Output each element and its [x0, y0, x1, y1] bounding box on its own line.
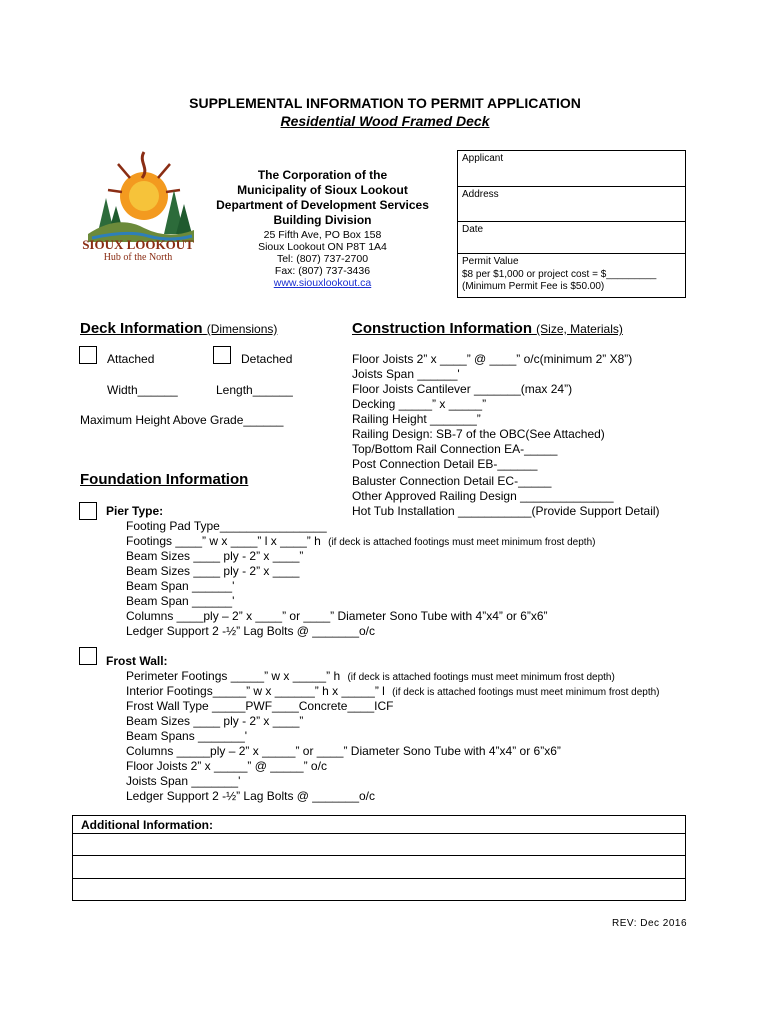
additional-info-row[interactable]	[73, 878, 685, 902]
width-field[interactable]: Width______	[107, 383, 178, 397]
permit-fee-line: $8 per $1,000 or project cost = $_________	[462, 269, 657, 280]
org-address-1: 25 Fifth Ave, PO Box 158	[263, 229, 382, 241]
pier-type-checkbox[interactable]	[79, 502, 97, 520]
permit-min-fee: (Minimum Permit Fee is $50.00)	[462, 281, 605, 292]
pier-line[interactable]	[126, 534, 595, 550]
construction-line[interactable]: Post Connection Detail EB-______	[352, 457, 538, 471]
pier-line[interactable]: Beam Span ______'	[126, 579, 235, 593]
frost-line[interactable]: Joists Span _______'	[126, 774, 241, 788]
page-title: SUPPLEMENTAL INFORMATION TO PERMIT APPLICATION	[189, 95, 581, 111]
construction-line: Railing Design: SB-7 of the OBC(See Attached)	[352, 427, 605, 441]
frost-line[interactable]	[126, 669, 615, 685]
org-website-link[interactable]: www.siouxlookout.ca	[273, 277, 372, 289]
construction-line[interactable]: Joists Span ______'	[352, 367, 460, 381]
attached-checkbox[interactable]	[79, 346, 97, 364]
org-line-4: Building Division	[273, 213, 372, 227]
construction-line[interactable]: Other Approved Railing Design ______________	[352, 489, 614, 503]
org-address-2: Sioux Lookout ON P8T 1A4	[258, 241, 387, 253]
frost-line[interactable]: Floor Joists 2” x _____” @ _____” o/c	[126, 759, 327, 773]
construction-line[interactable]: Hot Tub Installation ___________(Provide Support Detail)	[352, 504, 660, 518]
additional-info-row[interactable]	[73, 855, 685, 879]
construction-line[interactable]: Floor Joists 2” x ____” @ ____” o/c(minimum 2” X8”)	[352, 352, 633, 366]
frost-line[interactable]: Ledger Support 2 -½” Lag Bolts @ _______o/c	[126, 789, 376, 803]
construction-info-heading-text: Construction Information	[352, 320, 532, 337]
max-height-field[interactable]: Maximum Height Above Grade______	[80, 413, 284, 427]
applicant-label: Applicant	[462, 153, 504, 164]
deck-info-heading	[80, 320, 277, 337]
pier-footings-text: Footings ____” w x ____” l x ____” h	[126, 534, 321, 548]
additional-info-row[interactable]	[73, 833, 685, 856]
pier-line[interactable]: Beam Span ______'	[126, 594, 235, 608]
pier-type-label: Pier Type:	[106, 504, 164, 518]
frost-line[interactable]: Columns _____ply – 2” x _____” or ____” Diameter Sono Tube with 4”x4” or 6”x6”	[126, 744, 561, 758]
frost-line[interactable]: Beam Spans _______'	[126, 729, 248, 743]
address-field[interactable]	[457, 186, 686, 222]
address-label: Address	[462, 189, 499, 200]
foundation-info-heading: Foundation Information	[80, 471, 249, 488]
frost-line[interactable]: Frost Wall Type _____PWF____Concrete____ICF	[126, 699, 394, 713]
construction-line[interactable]: Baluster Connection Detail EC-_____	[352, 474, 552, 488]
deck-info-heading-text: Deck Information	[80, 320, 203, 337]
org-website-container	[185, 277, 460, 289]
org-fax: Fax: (807) 737-3436	[274, 265, 371, 277]
frost-wall-checkbox[interactable]	[79, 647, 97, 665]
construction-line[interactable]: Floor Joists Cantilever _______(max 24”)	[352, 382, 573, 396]
date-label: Date	[462, 224, 484, 235]
detached-checkbox[interactable]	[213, 346, 231, 364]
org-tel: Tel: (807) 737-2700	[276, 253, 369, 265]
pier-line[interactable]: Beam Sizes ____ ply - 2” x ____”	[126, 549, 304, 563]
frost-line[interactable]	[126, 684, 660, 700]
org-line-3: Department of Development Services	[216, 198, 429, 212]
pier-line[interactable]: Ledger Support 2 -½” Lag Bolts @ _______o/c	[126, 624, 376, 638]
construction-line[interactable]: Top/Bottom Rail Connection EA-_____	[352, 442, 558, 456]
logo-name: SIOUX LOOKOUT	[82, 237, 194, 252]
page-subtitle: Residential Wood Framed Deck	[280, 113, 490, 129]
deck-info-heading-note: (Dimensions)	[206, 322, 278, 336]
date-field[interactable]	[457, 221, 686, 254]
construction-line[interactable]: Railing Height _______”	[352, 412, 481, 426]
length-field[interactable]: Length______	[216, 383, 293, 397]
additional-info-table	[72, 815, 686, 901]
perimeter-note: (if deck is attached footings must meet minimum frost depth)	[347, 672, 615, 683]
logo-tagline: Hub of the North	[103, 252, 173, 263]
construction-line[interactable]: Decking _____” x _____”	[352, 397, 487, 411]
additional-info-label: Additional Information:	[81, 818, 213, 832]
revision-date: REV: Dec 2016	[612, 918, 688, 929]
pier-footing-note: (if deck is attached footings must meet minimum frost depth)	[328, 537, 596, 548]
detached-label: Detached	[241, 352, 293, 366]
frost-wall-label: Frost Wall:	[106, 654, 168, 668]
frost-line[interactable]: Beam Sizes ____ ply - 2” x ____”	[126, 714, 304, 728]
pier-line[interactable]: Footing Pad Type________________	[126, 519, 327, 533]
municipality-logo	[78, 150, 198, 265]
org-line-1: The Corporation of the	[257, 168, 388, 182]
construction-info-heading-note: (Size, Materials)	[536, 322, 623, 336]
pier-line[interactable]: Columns ____ply – 2” x ____” or ____” Diameter Sono Tube with 4”x4” or 6”x6”	[126, 609, 548, 623]
applicant-field[interactable]	[457, 150, 686, 187]
org-line-2: Municipality of Sioux Lookout	[237, 183, 408, 197]
construction-info-heading	[352, 320, 623, 337]
permit-value-field[interactable]	[457, 253, 686, 298]
attached-label: Attached	[107, 352, 155, 366]
pier-line[interactable]: Beam Sizes ____ ply - 2” x ____	[126, 564, 300, 578]
perimeter-footings-text: Perimeter Footings _____” w x _____” h	[126, 669, 341, 683]
permit-value-label: Permit Value	[462, 256, 519, 267]
interior-footings-text: Interior Footings_____” w x ______” h x _____” l	[126, 684, 385, 698]
interior-note: (if deck is attached footings must meet minimum frost depth)	[392, 687, 660, 698]
